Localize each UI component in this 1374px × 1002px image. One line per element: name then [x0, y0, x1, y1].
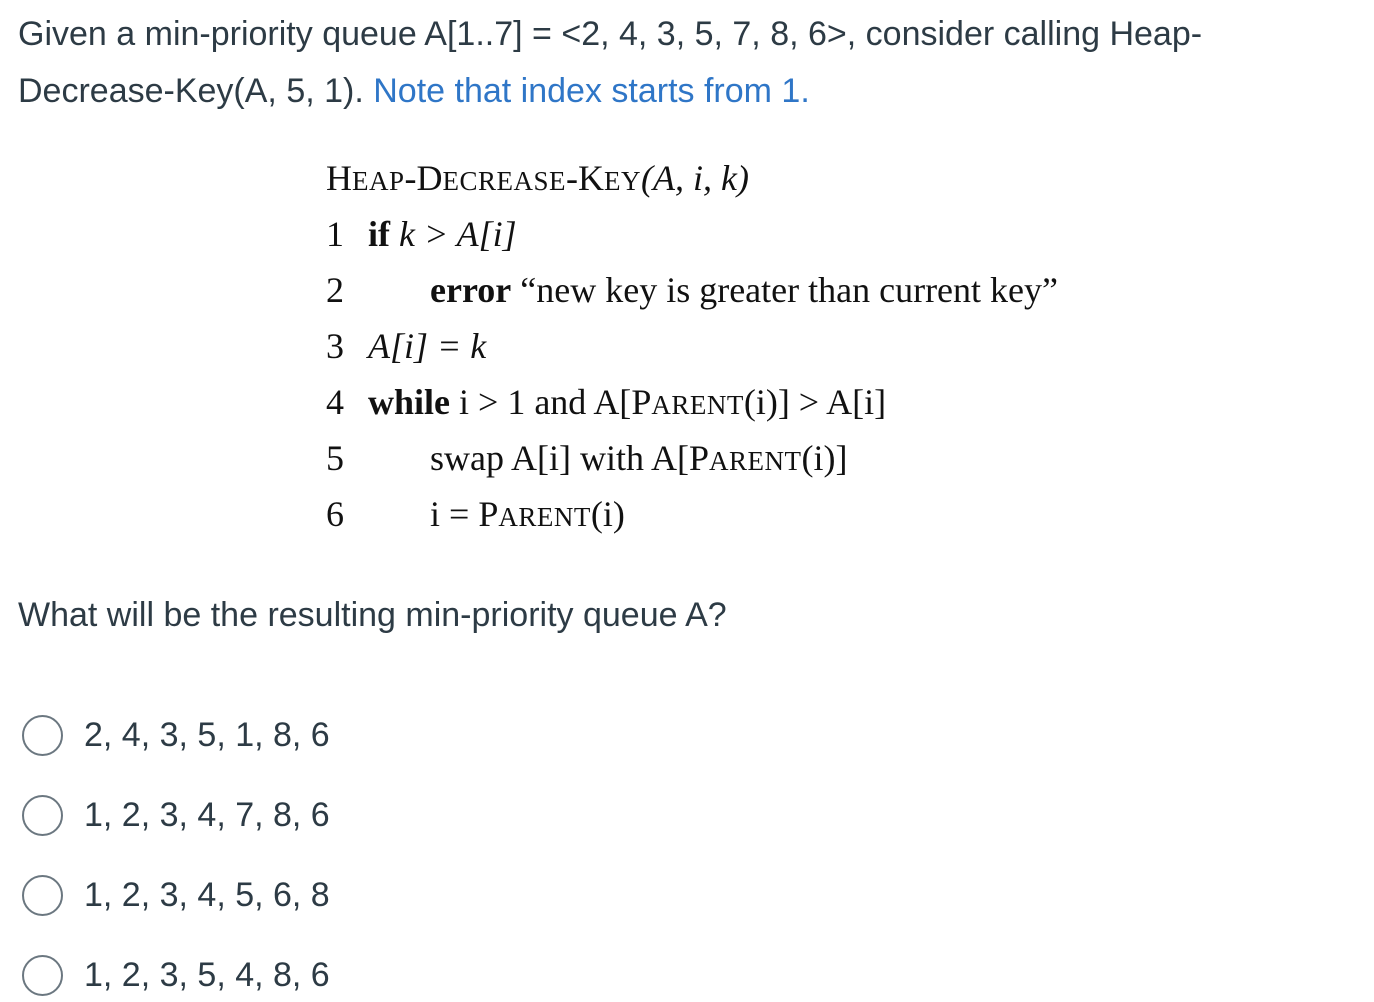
radio-button-icon[interactable]	[22, 715, 63, 756]
question-line-2	[18, 63, 1358, 120]
question-prompt: What will be the resulting min-priority queue A?	[18, 596, 727, 634]
answer-option-label[interactable]: 1, 2, 3, 5, 4, 8, 6	[84, 955, 330, 994]
radio-button-icon[interactable]	[22, 795, 63, 836]
question-text	[18, 6, 1358, 120]
answer-options	[22, 695, 330, 1002]
answer-option-4[interactable]	[22, 935, 330, 1002]
radio-button-icon[interactable]	[22, 955, 63, 996]
pseudocode-line-1: 1 if k > A[i]	[326, 214, 517, 254]
pseudocode-line-2: 2 error “new key is greater than current key”	[326, 270, 1058, 310]
answer-option-2[interactable]	[22, 775, 330, 855]
pseudocode-block	[326, 150, 1058, 542]
pseudocode-line-6: 6 i = PARENT(i)	[326, 494, 625, 534]
pseudocode-line-5: 5 swap A[i] with A[PARENT(i)]	[326, 438, 848, 478]
radio-button-icon[interactable]	[22, 875, 63, 916]
answer-option-label[interactable]: 1, 2, 3, 4, 7, 8, 6	[84, 795, 330, 834]
answer-option-3[interactable]	[22, 855, 330, 935]
answer-option-label[interactable]: 1, 2, 3, 4, 5, 6, 8	[84, 875, 330, 914]
answer-option-label[interactable]: 2, 4, 3, 5, 1, 8, 6	[84, 715, 330, 754]
pseudocode-line-3: 3 A[i] = k	[326, 326, 487, 366]
question-call: Decrease-Key(A, 5, 1).	[18, 72, 364, 110]
answer-option-1[interactable]	[22, 695, 330, 775]
pseudocode-line-4: 4 while i > 1 and A[PARENT(i)] > A[i]	[326, 382, 887, 422]
question-line-1: Given a min-priority queue A[1..7] = <2, 4, 3, 5, 7, 8, 6>, consider calling Heap-	[18, 15, 1203, 53]
index-note: Note that index starts from 1.	[373, 72, 810, 110]
algorithm-title: HEAP-DECREASE-KEY(A, i, k)	[326, 158, 749, 198]
